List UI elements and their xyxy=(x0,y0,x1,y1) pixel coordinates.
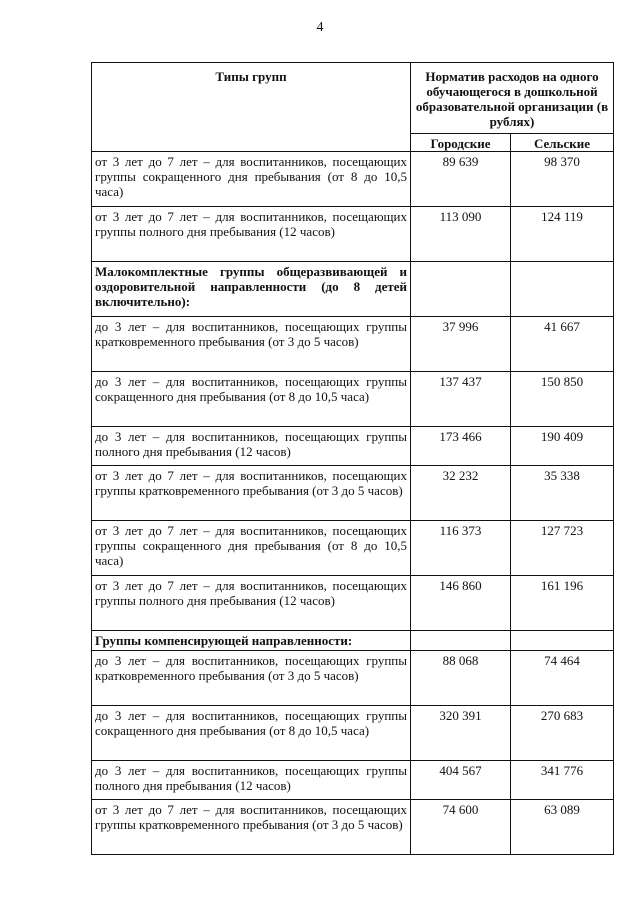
row-desc: от 3 лет до 7 лет – для воспитанников, посещающих группы сокращенного дня пребывания (от 8 до 10,5 часа) xyxy=(92,152,411,207)
row-desc: до 3 лет – для воспитанников, посещающих группы сокращенного дня пребывания (от 8 до 10,5 часа) xyxy=(92,372,411,427)
table-row xyxy=(92,651,614,706)
table-row xyxy=(92,706,614,761)
row-urban: 88 068 xyxy=(411,651,511,706)
row-rural: 161 196 xyxy=(511,576,614,631)
table-row xyxy=(92,317,614,372)
row-urban: 173 466 xyxy=(411,427,511,466)
row-urban: 74 600 xyxy=(411,800,511,855)
row-rural: 124 119 xyxy=(511,207,614,262)
row-rural: 150 850 xyxy=(511,372,614,427)
row-urban: 32 232 xyxy=(411,466,511,521)
row-rural: 98 370 xyxy=(511,152,614,207)
header-rural: Сельские xyxy=(511,133,614,151)
empty-cell xyxy=(511,262,614,317)
section-row xyxy=(92,631,614,651)
row-desc: от 3 лет до 7 лет – для воспитанников, посещающих группы полного дня пребывания (12 часов) xyxy=(92,207,411,262)
row-rural: 63 089 xyxy=(511,800,614,855)
row-desc: от 3 лет до 7 лет – для воспитанников, посещающих группы кратковременного пребывания (от 3 до 5 часов) xyxy=(92,466,411,521)
empty-cell xyxy=(411,262,511,317)
header-norm: Норматив расходов на одного обучающегося в дошкольной образовательной организации (в рублях) xyxy=(411,63,614,134)
table-row xyxy=(92,207,614,262)
empty-cell xyxy=(511,631,614,651)
row-rural: 190 409 xyxy=(511,427,614,466)
section-row xyxy=(92,262,614,317)
row-rural: 127 723 xyxy=(511,521,614,576)
table-row xyxy=(92,761,614,800)
row-rural: 35 338 xyxy=(511,466,614,521)
row-desc: до 3 лет – для воспитанников, посещающих группы кратковременного пребывания (от 3 до 5 часов) xyxy=(92,317,411,372)
table-row xyxy=(92,466,614,521)
row-urban: 320 391 xyxy=(411,706,511,761)
norm-table xyxy=(91,62,614,855)
table-row xyxy=(92,800,614,855)
row-desc: до 3 лет – для воспитанников, посещающих группы полного дня пребывания (12 часов) xyxy=(92,427,411,466)
row-rural: 270 683 xyxy=(511,706,614,761)
table-row xyxy=(92,427,614,466)
row-urban: 146 860 xyxy=(411,576,511,631)
header-urban: Городские xyxy=(411,133,511,151)
header-types: Типы групп xyxy=(92,63,411,152)
row-desc: от 3 лет до 7 лет – для воспитанников, посещающих группы кратковременного пребывания (от 3 до 5 часов) xyxy=(92,800,411,855)
row-desc: от 3 лет до 7 лет – для воспитанников, посещающих группы сокращенного дня пребывания (от 8 до 10,5 часа) xyxy=(92,521,411,576)
row-desc: от 3 лет до 7 лет – для воспитанников, посещающих группы полного дня пребывания (12 часов) xyxy=(92,576,411,631)
row-urban: 137 437 xyxy=(411,372,511,427)
page-number: 4 xyxy=(316,20,324,35)
row-urban: 113 090 xyxy=(411,207,511,262)
table-row xyxy=(92,372,614,427)
row-rural: 74 464 xyxy=(511,651,614,706)
section-title: Малокомплектные группы общеразвивающей и оздоровительной направленности (до 8 детей включительно): xyxy=(92,262,411,317)
row-desc: до 3 лет – для воспитанников, посещающих группы полного дня пребывания (12 часов) xyxy=(92,761,411,800)
section-title: Группы компенсирующей направленности: xyxy=(92,631,411,651)
row-rural: 41 667 xyxy=(511,317,614,372)
row-urban: 116 373 xyxy=(411,521,511,576)
row-urban: 37 996 xyxy=(411,317,511,372)
table-row xyxy=(92,152,614,207)
table-row xyxy=(92,576,614,631)
row-desc: до 3 лет – для воспитанников, посещающих группы кратковременного пребывания (от 3 до 5 часов) xyxy=(92,651,411,706)
row-desc: до 3 лет – для воспитанников, посещающих группы сокращенного дня пребывания (от 8 до 10,5 часа) xyxy=(92,706,411,761)
header-row xyxy=(92,63,614,134)
row-urban: 89 639 xyxy=(411,152,511,207)
table-row xyxy=(92,521,614,576)
row-rural: 341 776 xyxy=(511,761,614,800)
empty-cell xyxy=(411,631,511,651)
row-urban: 404 567 xyxy=(411,761,511,800)
